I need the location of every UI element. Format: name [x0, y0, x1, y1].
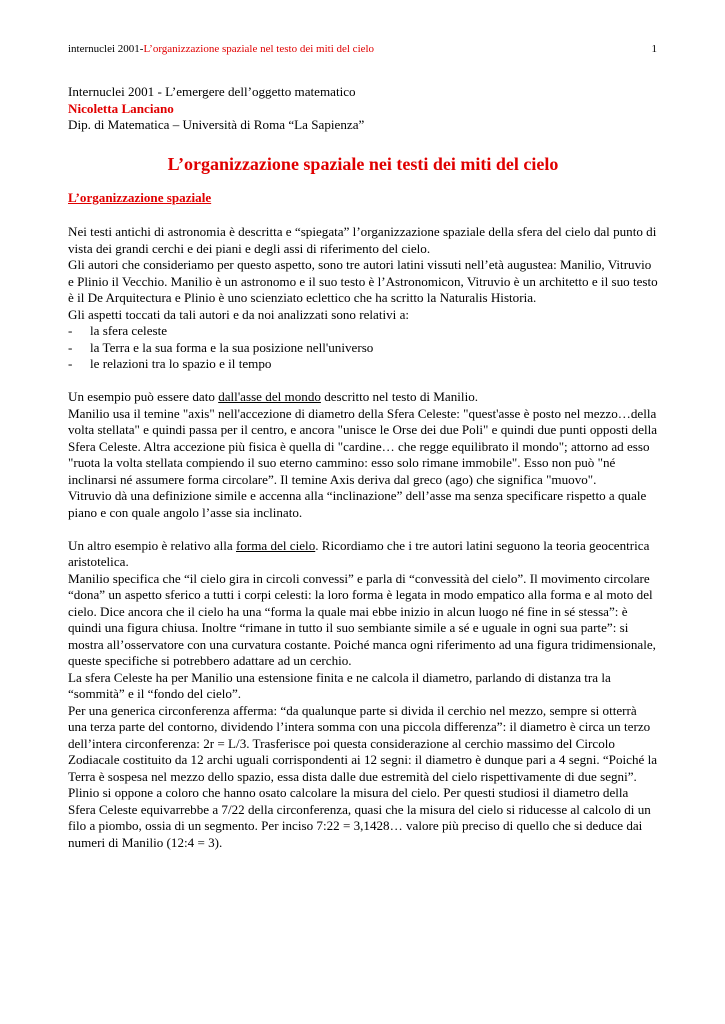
running-header	[68, 42, 657, 56]
axis-paragraph-2: Vitruvio dà una definizione simile e accenna alla “inclinazione” dell’asse ma senza specificare rispetto a quale piano e con quale angolo l’asse sia inclinato.	[68, 488, 647, 520]
shape-paragraph-1: Manilio specifica che “il cielo gira in circoli convessi” e parla di “convessità del cielo”. Il movimento circolare “dona” un aspetto sferico a tutti i corpi celesti: la loro forma è legata in modo empatico alla forma e al moto del cielo. Dice ancora che il cielo ha una “forma la quale mai ebbe inizio in alcun luogo né fine in sé stessa”: è quindi una figura chiusa. Inoltre “rimane in tutto il suo sembiante simile a sé e uguale in ogni sua parte”: si mostra all’osservatore con una curvatura costante. Poiché manca ogni riferimento ad una figura tridimensionale, queste specifiche si potrebbero adattare ad un cerchio.	[68, 570, 656, 668]
shape-paragraph-4: Plinio si oppone a coloro che hanno osato calcolare la misura del cielo. Per questi studiosi il diametro della Sfera Celeste equivarrebbe a 7/22 della circonferenza, quasi che la misura del cielo si riducesse al calcolo di un filo a piombo, ossia di un segmento. Per inciso 7:22 = 3,1428… valore più preciso di quello che si deduce dai numeri di Manilio (12:4 = 3).	[68, 785, 651, 850]
document-body	[68, 84, 658, 851]
intro-paragraph-1: Nei testi antichi di astronomia è descritta e “spiegata” l’organizzazione spaziale della sfera del cielo dal punto di vista dei grandi cerchi e dei piani e degli assi di riferimento del cielo.	[68, 224, 657, 256]
axis-reference: dall'asse del mondo	[218, 389, 321, 404]
axis-paragraph-1: Manilio usa il temine "axis" nell'accezione di diametro della Sfera Celeste: "quest'asse è posto nel mezzo…della volta stellata" e quindi passa per il centro, e ancora "unisce le Orse dei due Poli" e quindi due punti opposti della Sfera Celeste. Altra accezione più fisica è quella di "cardine… che regge equilibrato il mondo"; attorno ad esso "ruota la volta stellata compiendo il suo eterno cammino: esso solo rimane immobile". Esso non può "né inclinarsi né assumere forma circolare”. Il temine Axis deriva dal greco (ago) che significa "muovo".	[68, 405, 658, 487]
author-name: Nicoletta Lanciano	[68, 100, 174, 116]
page-number: 1	[651, 43, 657, 55]
shape-intro: Un altro esempio è relativo alla forma del cielo. Ricordiamo che i tre autori latini seguono la teoria geocentrica aristotelica.	[68, 537, 650, 569]
intro-paragraph-2: Gli autori che consideriamo per questo aspetto, sono tre autori latini vissuti nell’età augustea: Manilio, Vitruvio e Plinio il Vecchio. Manilio è un astronomo e il suo testo è l’Astronomicon, Vitruvio è un architetto e il suo testo è il De Arquitectura e Plinio è uno scienziato eclettico che ha scritto la Naturalis Historia.	[68, 257, 658, 305]
header-title: L’organizzazione spaziale nel testo dei miti del cielo	[143, 43, 375, 55]
intro-paragraph-3: Gli aspetti toccati da tali autori e da noi analizzati sono relativi a:	[68, 306, 410, 322]
axis-intro: Un esempio può essere dato dall'asse del mondo descritto nel testo di Manilio.	[68, 389, 479, 404]
shape-reference: forma del cielo	[235, 537, 316, 553]
page-title: L’organizzazione spaziale nei testi dei miti del cielo	[167, 153, 559, 174]
list-item: - la Terra e la sua forma e la sua posizione nell'universo	[68, 339, 374, 355]
section-heading: L’organizzazione spaziale	[68, 189, 212, 205]
shape-paragraph-2: La sfera Celeste ha per Manilio una estensione finita e ne calcola il diametro, parlando di distanza tra la “sommità” e il “fondo del cielo”.	[68, 669, 611, 701]
header-prefix: internuclei 2001-	[68, 43, 144, 55]
shape-paragraph-3: Per una generica circonferenza afferma: “da qualunque parte si divida il cerchio nel mezzo, sempre si otterrà una terza parte del contorno, dividendo l’intera somma con una piccola differenza”: il diametro è circa un terzo dell’intera circonferenza: 2r = L/3. Trasferisce poi questa considerazione al cerchio massimo del Circolo Zodiacale costituito da 12 archi uguali corrispondenti ai 12 segni: il diametro è dunque pari a 4 segni. “Poiché la Terra è sospesa nel mezzo dello spazio, essa dista dalle due estremità del cielo rispettivamente di due segni”.	[68, 702, 658, 784]
conference-line: Internuclei 2001 - L’emergere dell’oggetto matematico	[68, 84, 356, 99]
list-item: - le relazioni tra lo spazio e il tempo	[68, 356, 272, 371]
list-item: - la sfera celeste	[68, 323, 168, 338]
affiliation: Dip. di Matematica – Università di Roma “La Sapienza”	[68, 117, 365, 132]
